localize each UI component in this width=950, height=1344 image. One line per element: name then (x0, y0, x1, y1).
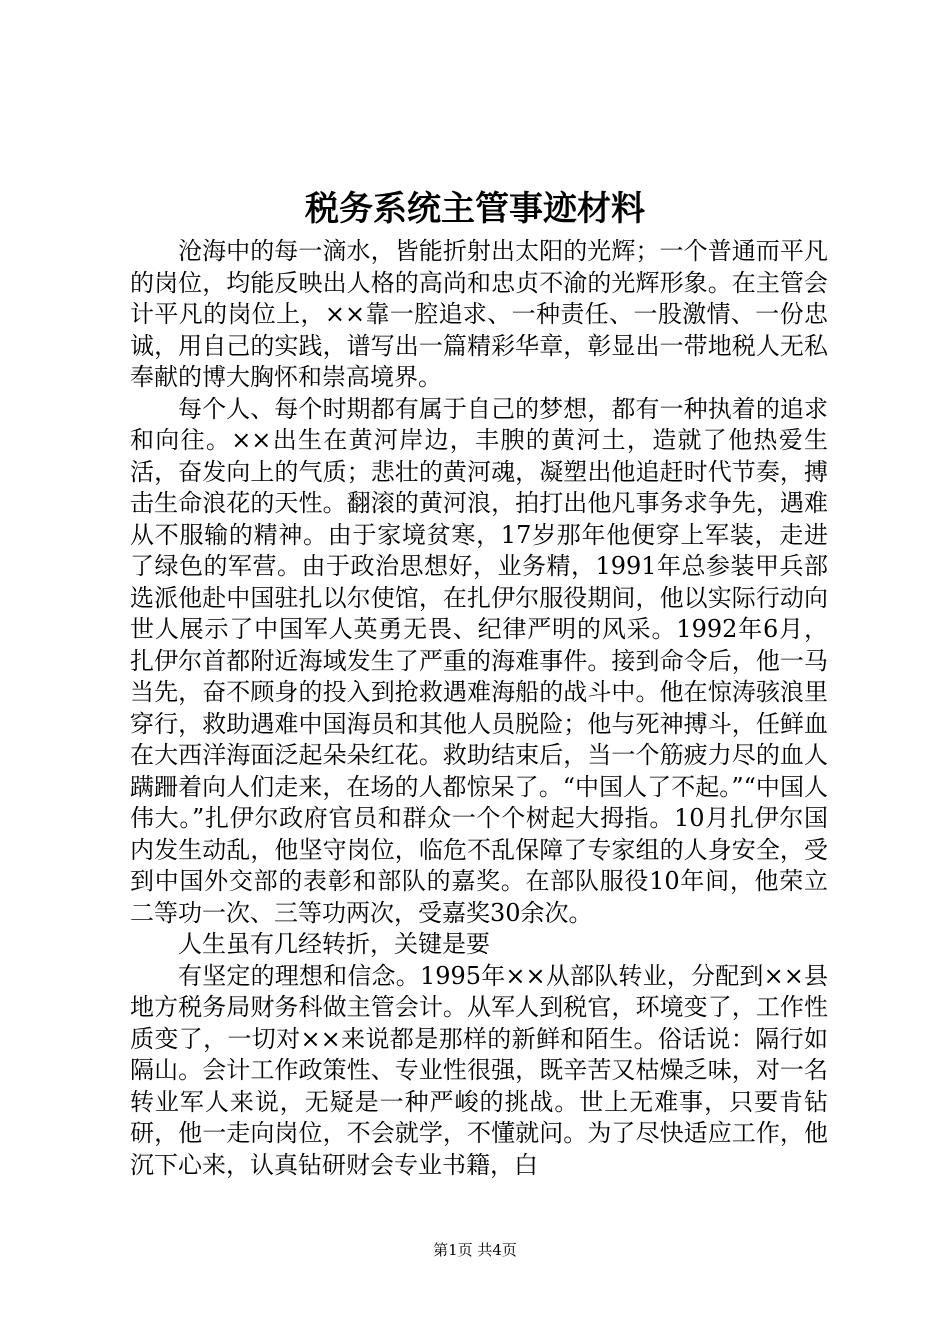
page-number: 第1页 共4页 (433, 1241, 517, 1259)
paragraph: 有坚定的理想和信念。1995年××从部队转业，分配到××县地方税务局财务科做主管会计。从军人到税官，环境变了，工作性质变了，一切对××来说都是那样的新鲜和陌生。俗话说：隔行如隔山。会计工作政策性、专业性很强，既辛苦又枯燥乏味，对一名转业军人来说，无疑是一种严峻的挑战。世上无难事，只要肯钻研，他一走向岗位，不会就学，不懂就问。为了尽快适应工作，他沉下心来，认真钻研财会专业书籍，白 (130, 961, 828, 1179)
paragraph: 沧海中的每一滴水，皆能折射出太阳的光辉；一个普通而平凡的岗位，均能反映出人格的高尚和忠贞不渝的光辉形象。在主管会计平凡的岗位上，××靠一腔追求、一种责任、一股激情、一份忠诚，用自己的实践，谱写出一篇精彩华章，彰显出一带地税人无私奉献的博大胸怀和崇高境界。 (130, 237, 828, 391)
document-body (130, 236, 828, 1181)
paragraph: 每个人、每个时期都有属于自己的梦想，都有一种执着的追求和向往。××出生在黄河岸边，丰腴的黄河土，造就了他热爱生活，奋发向上的气质；悲壮的黄河魂，凝塑出他追赶时代节奏，搏击生命浪花的天性。翻滚的黄河浪，拍打出他凡事务求争先，遇难从不服输的精神。由于家境贫寒，17岁那年他便穿上军装，走进了绿色的军营。由于政治思想好，业务精，1991年总参装甲兵部选派他赴中国驻扎以尔使馆，在扎伊尔服役期间，他以实际行动向世人展示了中国军人英勇无畏、纪律严明的风采。1992年6月，扎伊尔首都附近海域发生了严重的海难事件。接到命令后，他一马当先，奋不顾身的投入到抢救遇难海船的战斗中。他在惊涛骇浪里穿行，救助遇难中国海员和其他人员脱险；他与死神搏斗，任鲜血在大西洋海面泛起朵朵红花。救助结束后，当一个筋疲力尽的血人蹒跚着向人们走来，在场的人都惊呆了。“中国人了不起。”“中国人伟大。”扎伊尔政府官员和群众一个个树起大拇指。10月扎伊尔国内发生动乱，他坚守岗位，临危不乱保障了专家组的人身安全，受到中国外交部的表彰和部队的嘉奖。在部队服役10年间，他荣立二等功一次、三等功两次，受嘉奖30余次。 (130, 394, 828, 927)
document-title: 税务系统主管事迹材料 (305, 189, 645, 229)
paragraph: 人生虽有几经转折，关键是要 (178, 930, 490, 958)
